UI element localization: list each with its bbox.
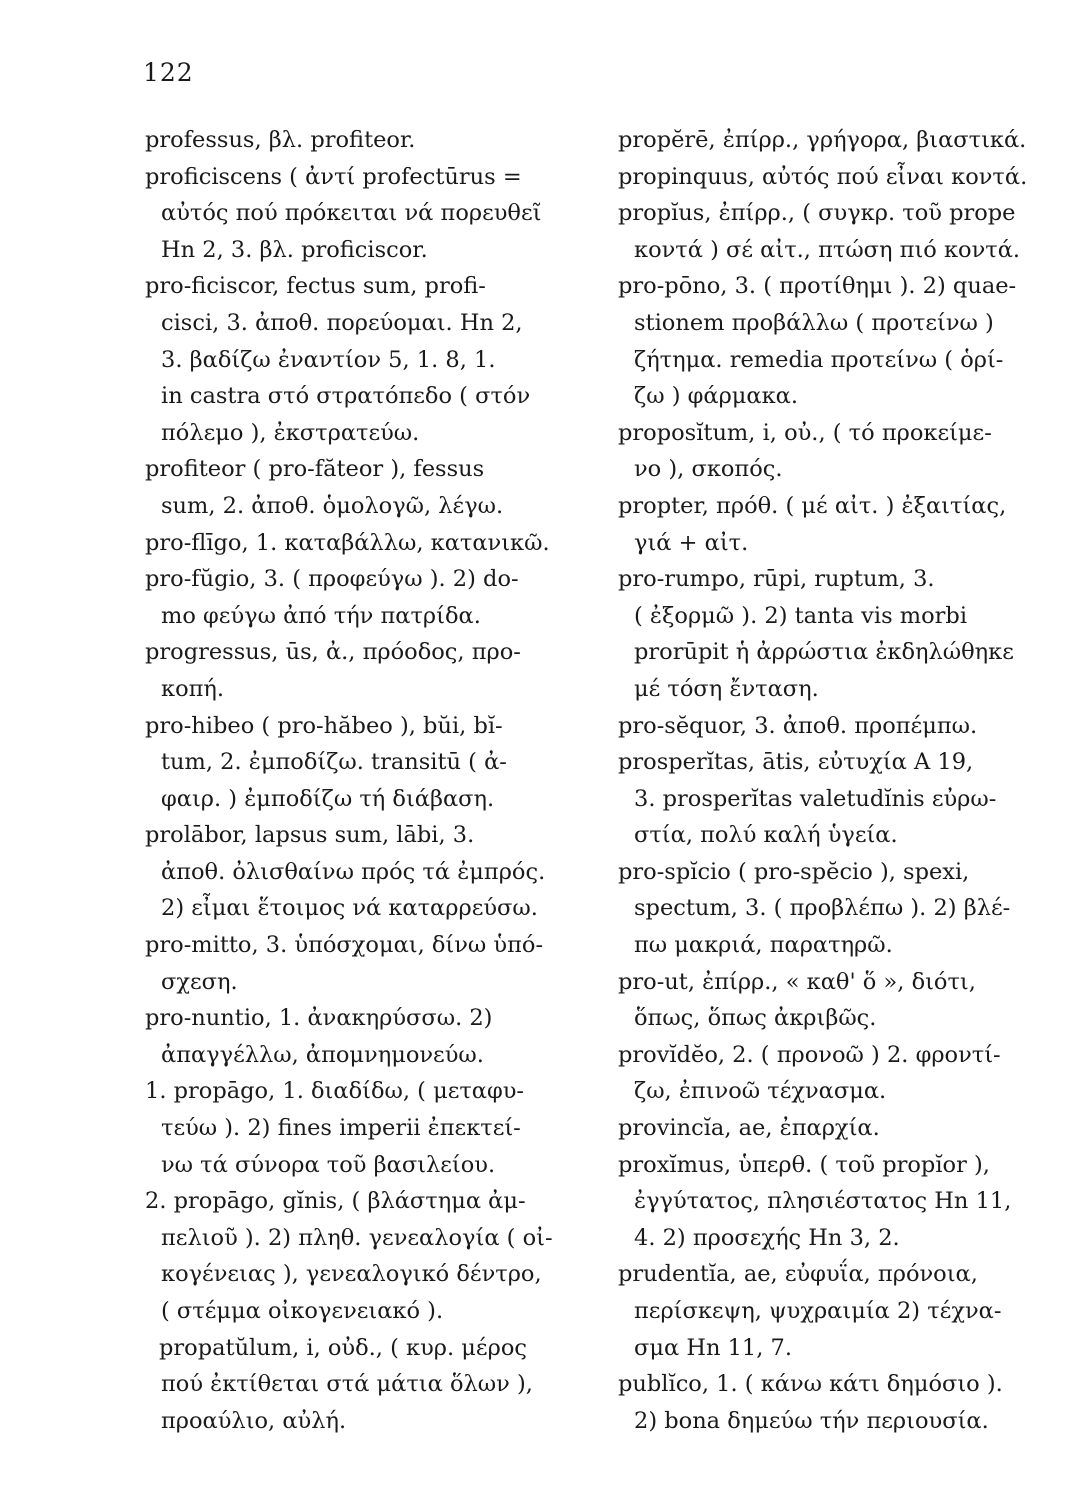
- entry-continuation-line: sum, 2. ἀποθ. ὁμολογῶ, λέγω.: [161, 492, 504, 519]
- dictionary-entry-line: provincĭa, ae, ἐπαρχία.: [618, 1115, 880, 1142]
- dictionary-entry-line: propter, πρόθ. ( μέ αἰτ. ) ἐξαιτίας,: [618, 492, 1007, 519]
- dictionary-entry-line: proficiscens ( ἀντί profectūrus =: [145, 163, 522, 190]
- entry-continuation-line: ( ἐξορμῶ ). 2) tanta vis morbi: [634, 602, 968, 629]
- entry-continuation-line: 3. prosperĭtas valetudĭnis εὐρω-: [634, 785, 997, 812]
- right-column: [618, 122, 1058, 1439]
- entry-continuation-line: προαύλιο, αὐλή.: [161, 1407, 347, 1434]
- dictionary-entry-line: pro-pōno, 3. ( προτίθημι ). 2) quae-: [618, 273, 1017, 300]
- dictionary-entry-line: prudentĭa, ae, εὐφυΐα, πρόνοια,: [618, 1261, 978, 1288]
- entry-continuation-line: mo φεύγω ἀπό τήν πατρίδα.: [161, 602, 481, 629]
- entry-continuation-line: κοντά ) σέ αἰτ., πτώση πιό κοντά.: [634, 236, 1021, 263]
- entry-continuation-line: φαιρ. ) ἐμποδίζω τή διάβαση.: [161, 785, 495, 812]
- dictionary-entry-line: propatŭlum, i, οὐδ., ( κυρ. μέρος: [159, 1334, 527, 1361]
- entry-continuation-line: πελιοῦ ). 2) πληθ. γενεαλογία ( οἰ-: [161, 1224, 553, 1251]
- dictionary-entry-line: pro-flīgo, 1. καταβάλλω, κατανικῶ.: [145, 529, 550, 556]
- dictionary-entry-line: pro-ut, ἐπίρρ., « καθ' ὅ », διότι,: [618, 968, 976, 995]
- entry-continuation-line: κοπή.: [161, 675, 225, 702]
- entry-continuation-line: κογένειας ), γενεαλογικό δέντρο,: [161, 1261, 542, 1288]
- dictionary-entry-line: profiteor ( pro-făteor ), fessus: [145, 456, 485, 483]
- entry-continuation-line: αὐτός πού πρόκειται νά πορευθεῖ: [161, 200, 542, 227]
- entry-continuation-line: cisci, 3. ἀποθ. πορεύομαι. Hn 2,: [161, 309, 523, 336]
- dictionary-entry-line: proxĭmus, ὑπερθ. ( τοῦ propĭor ),: [618, 1151, 990, 1178]
- entry-continuation-line: πόλεμο ), ἐκστρατεύω.: [161, 419, 420, 446]
- dictionary-entry-line: proposĭtum, i, οὐ., ( τό προκείμε-: [618, 419, 992, 446]
- dictionary-entry-line: pro-mitto, 3. ὑπόσχομαι, δίνω ὑπό-: [145, 932, 544, 959]
- dictionary-entry-line: propĕrē, ἐπίρρ., γρήγορα, βιαστικά.: [618, 127, 1027, 153]
- entry-continuation-line: στία, πολύ καλή ὑγεία.: [634, 822, 898, 849]
- dictionary-entry-line: pro-ficiscor, fectus sum, profi-: [145, 273, 486, 300]
- entry-continuation-line: γιά + αἰτ.: [634, 529, 749, 556]
- dictionary-entry-line: propinquus, αὐτός πού εἶναι κοντά.: [618, 163, 1028, 190]
- entry-continuation-line: ἐγγύτατος, πλησιέστατος Hn 11,: [634, 1188, 1012, 1215]
- entry-continuation-line: ζήτημα. remedia προτείνω ( ὁρί-: [634, 346, 1004, 373]
- dictionary-entry-line: 2. propāgo, gĭnis, ( βλάστημα ἀμ-: [145, 1188, 526, 1215]
- dictionary-entry-line: pro-sĕquor, 3. ἀποθ. προπέμπω.: [618, 712, 978, 739]
- dictionary-entry-line: pro-hibeo ( pro-hăbeo ), bŭi, bĭ-: [145, 712, 503, 739]
- entry-continuation-line: 4. 2) προσεχής Hn 3, 2.: [634, 1224, 900, 1251]
- dictionary-entry-line: progressus, ūs, ἀ., πρόοδος, προ-: [145, 639, 521, 666]
- entry-continuation-line: in castra στό στρατόπεδο ( στόν: [161, 383, 531, 410]
- entry-continuation-line: 3. βαδίζω ἐναντίον 5, 1. 8, 1.: [161, 346, 496, 373]
- entry-continuation-line: 2) εἶμαι ἕτοιμος νά καταρρεύσω.: [161, 895, 538, 922]
- entry-continuation-line: περίσκεψη, ψυχραιμία 2) τέχνα-: [634, 1298, 1002, 1324]
- dictionary-entry-line: prosperĭtas, ātis, εὐτυχία A 19,: [618, 749, 974, 776]
- entry-continuation-line: ( στέμμα οἰκογενειακό ).: [161, 1298, 444, 1324]
- entry-continuation-line: tum, 2. ἐμποδίζω. transitū ( ἀ-: [161, 749, 507, 776]
- dictionary-entry-line: pro-nuntio, 1. ἀνακηρύσσω. 2): [145, 1005, 493, 1032]
- dictionary-entry-line: propĭus, ἐπίρρ., ( συγκρ. τοῦ prope: [618, 200, 1016, 227]
- entry-continuation-line: πω μακριά, παρατηρῶ.: [634, 932, 893, 959]
- left-column: [145, 122, 575, 1439]
- entry-continuation-line: σμα Hn 11, 7.: [634, 1334, 792, 1361]
- dictionary-entry-line: publĭco, 1. ( κάνω κάτι δημόσιο ).: [618, 1371, 1003, 1398]
- dictionary-entry-line: professus, βλ. profiteor.: [145, 127, 416, 153]
- dictionary-entry-line: prolābor, lapsus sum, lābi, 3.: [145, 822, 475, 849]
- entry-continuation-line: νο ), σκοπός.: [634, 456, 783, 483]
- entry-continuation-line: νω τά σύνορα τοῦ βασιλείου.: [161, 1151, 496, 1178]
- dictionary-entry-line: pro-spĭcio ( pro-spĕcio ), spexi,: [618, 858, 970, 885]
- entry-continuation-line: μέ τόση ἔνταση.: [634, 675, 819, 702]
- entry-continuation-line: τεύω ). 2) fines imperii ἐπεκτεί-: [161, 1115, 521, 1142]
- entry-continuation-line: spectum, 3. ( προβλέπω ). 2) βλέ-: [634, 895, 1011, 922]
- entry-continuation-line: Hn 2, 3. βλ. proficiscor.: [161, 236, 428, 263]
- entry-continuation-line: 2) bona δημεύω τήν περιουσία.: [634, 1407, 989, 1434]
- dictionary-entry-line: provĭdĕo, 2. ( προνοῶ ) 2. φροντί-: [618, 1041, 1001, 1068]
- entry-continuation-line: prorūpit ἡ ἀρρώστια ἐκδηλώθηκε: [634, 639, 1014, 666]
- entry-continuation-line: πού ἐκτίθεται στά μάτια ὅλων ),: [161, 1371, 533, 1398]
- entry-continuation-line: ἀπαγγέλλω, ἀπομνημονεύω.: [161, 1041, 484, 1068]
- entry-continuation-line: ἀποθ. ὀλισθαίνω πρός τά ἐμπρός.: [161, 858, 546, 885]
- entry-continuation-line: σχεση.: [161, 968, 238, 995]
- dictionary-entry-line: pro-rumpo, rūpi, ruptum, 3.: [618, 566, 935, 593]
- entry-continuation-line: ζω ) φάρμακα.: [634, 383, 799, 410]
- entry-continuation-line: ὅπως, ὅπως ἀκριβῶς.: [634, 1005, 877, 1032]
- dictionary-entry-line: 1. propāgo, 1. διαδίδω, ( μεταφυ-: [145, 1078, 525, 1105]
- page-number: 122: [143, 58, 194, 87]
- entry-continuation-line: stionem προβάλλω ( προτείνω ): [634, 309, 994, 336]
- entry-continuation-line: ζω, ἐπινοῶ τέχνασμα.: [634, 1078, 887, 1105]
- dictionary-entry-line: pro-fŭgio, 3. ( προφεύγω ). 2) do-: [145, 566, 519, 593]
